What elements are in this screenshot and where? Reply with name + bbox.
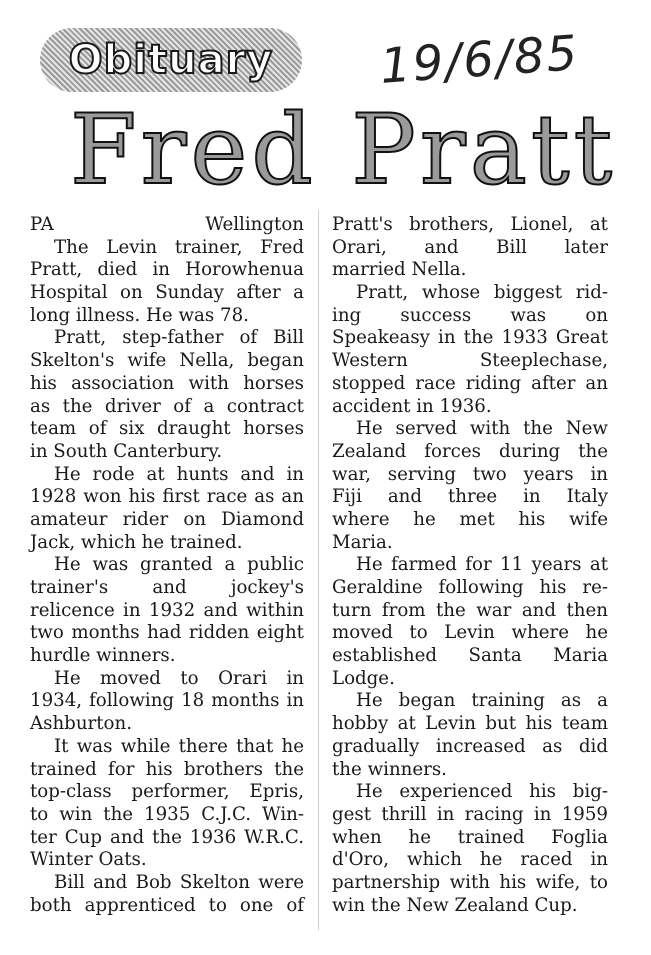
article-line: his association with horses (30, 372, 304, 394)
article-line: Pratt, died in Horowhenua (30, 259, 304, 281)
article-line: Hospital on Sunday after a (30, 282, 304, 304)
article-line: Pratt's brothers, Lionel, at (332, 214, 608, 235)
article-line: He served with the New (356, 418, 608, 440)
article-line: hurdle winners. (30, 645, 176, 667)
article-line: married Nella. (332, 259, 467, 281)
article-line: ter Cup and the 1936 W.R.C. (30, 826, 304, 848)
article-line: Jack, which he trained. (30, 531, 243, 553)
article-line: Winter Oats. (30, 849, 147, 871)
article-line: the winners. (332, 758, 447, 780)
article-line: ing success was on (332, 304, 608, 326)
article-line: established Santa Maria (332, 645, 608, 667)
article-line: Maria. (332, 531, 393, 553)
article-line: 1934, following 18 months in (30, 690, 304, 712)
dateline (30, 214, 304, 237)
handwritten-date: 19/6/85 (378, 25, 581, 95)
article-line: It was while there that he (54, 735, 304, 757)
article-line: when he trained Foglia (332, 826, 608, 848)
obituary-label: Obituary (68, 37, 274, 83)
article-line: moved to Levin where he (332, 622, 608, 644)
dateline-agency: PA (30, 214, 54, 235)
article-line: Pratt, step-father of Bill (54, 327, 304, 349)
article-line: He was granted a public (54, 554, 304, 576)
headline: Fred Pratt (70, 94, 617, 206)
column-divider (318, 210, 319, 930)
article-line: two months had ridden eight (30, 622, 304, 644)
dateline-place: Wellington (205, 214, 304, 235)
article-line: Skelton's wife Nella, began (30, 350, 304, 372)
article-column-right (332, 214, 608, 917)
article-line: team of six draught horses (30, 418, 304, 440)
article-line: as the driver of a contract (30, 395, 304, 417)
article-line: gradually increased as did (332, 735, 608, 757)
article-line: trainer's and jockey's (30, 577, 304, 598)
article-line: top-class performer, Epris, (30, 781, 304, 803)
article-line: Speakeasy in the 1933 Great (332, 327, 608, 349)
article-line: Fiji and three in Italy (332, 486, 608, 508)
article-line: Zealand forces during the (332, 440, 608, 462)
article-line: He experienced his big- (356, 781, 608, 803)
article-line: partnership with his wife, to (332, 871, 608, 893)
article-line: Bill and Bob Skelton were (54, 871, 304, 893)
obituary-badge (40, 28, 302, 92)
article-line: Ashburton. (30, 713, 132, 735)
article-line: both apprenticed to one of (30, 894, 304, 916)
article-line: win the New Zealand Cup. (332, 894, 578, 916)
article-line: He began training as a (356, 690, 608, 712)
article-line: hobby at Levin but his team (332, 713, 608, 735)
article-line: long illness. He was 78. (30, 304, 249, 326)
article-line: in South Canterbury. (30, 440, 223, 462)
article-line: stopped race riding after an (332, 372, 608, 394)
article-line: amateur rider on Diamond (30, 508, 304, 530)
article-line: Pratt, whose biggest rid- (356, 282, 608, 304)
article-line: where he met his wife (332, 508, 608, 530)
article-line: Western Steeplechase, (332, 350, 608, 372)
article-line: Orari, and Bill later (332, 236, 608, 258)
article-line: gest thrill in racing in 1959 (332, 803, 608, 825)
article-line: relicence in 1932 and within (30, 599, 304, 621)
article-line: turn from the war and then (332, 599, 608, 621)
article-line: He moved to Orari in (54, 667, 304, 689)
article-line: He rode at hunts and in (54, 463, 304, 485)
article-line: d'Oro, which he raced in (332, 849, 608, 871)
article-line: 1928 won his first race as an (30, 486, 304, 508)
article-column-left (30, 214, 304, 917)
article-line: accident in 1936. (332, 395, 492, 417)
article-line: war, serving two years in (332, 463, 608, 485)
article-line: He farmed for 11 years at (356, 554, 608, 576)
article-line: Lodge. (332, 667, 395, 689)
article-line: trained for his brothers the (30, 758, 304, 780)
article-line: Geraldine following his re- (332, 577, 608, 598)
article-line: to win the 1935 C.J.C. Win- (30, 803, 304, 825)
article-line: The Levin trainer, Fred (54, 236, 304, 258)
